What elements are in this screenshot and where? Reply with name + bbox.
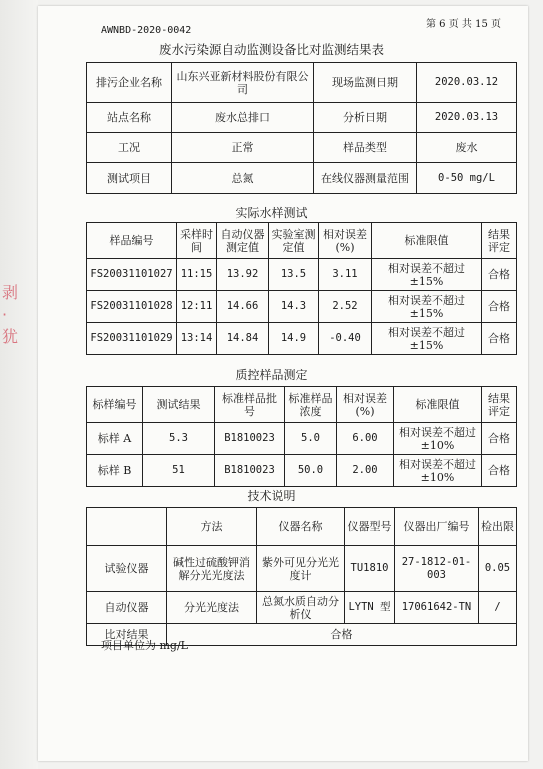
batch-number: B1810023 — [215, 455, 285, 487]
page-edge-shadow — [0, 0, 38, 769]
detection-limit: 0.05 — [479, 546, 517, 592]
lab-value: 13.5 — [269, 259, 319, 291]
lab-value: 14.9 — [269, 323, 319, 355]
col-header: 标准限值 — [394, 387, 482, 423]
section-title-tech: 技术说明 — [247, 489, 296, 503]
info-label: 现场监测日期 — [314, 63, 417, 103]
table-row — [87, 546, 517, 592]
relative-error: 2.52 — [319, 291, 372, 323]
section-title-qc: 质控样品测定 — [235, 368, 308, 382]
standard-limit: 相对误差不超过±15% — [372, 259, 482, 291]
col-header: 相对误差(%) — [337, 387, 394, 423]
info-table — [86, 62, 517, 194]
table-row — [87, 423, 517, 455]
info-value: 废水总排口 — [172, 103, 314, 133]
standard-id: 标样 A — [87, 423, 143, 455]
info-label: 排污企业名称 — [87, 63, 172, 103]
lab-value: 14.3 — [269, 291, 319, 323]
red-stamp-mark: 剥 · 犹 — [2, 283, 19, 346]
tech-table — [86, 507, 517, 646]
standard-concentration: 50.0 — [285, 455, 337, 487]
relative-error: -0.40 — [319, 323, 372, 355]
result: 合格 — [482, 259, 517, 291]
unit-footnote: 项目单位为 mg/L — [101, 639, 188, 652]
info-label: 样品类型 — [314, 133, 417, 163]
table-row — [87, 291, 517, 323]
info-value: 总氮 — [172, 163, 314, 194]
info-label: 在线仪器测量范围 — [314, 163, 417, 194]
sample-time: 11:15 — [177, 259, 217, 291]
standard-limit: 相对误差不超过±15% — [372, 291, 482, 323]
result: 合格 — [482, 323, 517, 355]
col-header: 采样时间 — [177, 223, 217, 259]
sample-time: 13:14 — [177, 323, 217, 355]
instrument-model: TU1810 — [345, 546, 395, 592]
relative-error: 2.00 — [337, 455, 394, 487]
table-row — [87, 592, 517, 624]
info-label: 测试项目 — [87, 163, 172, 194]
col-header: 结果评定 — [482, 223, 517, 259]
serial-number: 17061642-TN — [395, 592, 479, 624]
col-header: 相对误差(%) — [319, 223, 372, 259]
col-header: 检出限 — [479, 508, 517, 546]
method: 分光光度法 — [167, 592, 257, 624]
relative-error: 3.11 — [319, 259, 372, 291]
col-header: 标准样品浓度 — [285, 387, 337, 423]
info-value: 0-50 mg/L — [417, 163, 517, 194]
col-header: 实验室测定值 — [269, 223, 319, 259]
col-header: 结果评定 — [482, 387, 517, 423]
relative-error: 6.00 — [337, 423, 394, 455]
auto-value: 14.84 — [217, 323, 269, 355]
detection-limit: / — [479, 592, 517, 624]
result-label: 比对结果 — [87, 624, 167, 646]
col-header: 仪器型号 — [345, 508, 395, 546]
test-result: 5.3 — [143, 423, 215, 455]
test-result: 51 — [143, 455, 215, 487]
col-header: 标准限值 — [372, 223, 482, 259]
result: 合格 — [482, 291, 517, 323]
batch-number: B1810023 — [215, 423, 285, 455]
info-value: 正常 — [172, 133, 314, 163]
sample-id: FS20031101027 — [87, 259, 177, 291]
table-row — [87, 259, 517, 291]
info-value: 山东兴亚新材料股份有限公司 — [172, 63, 314, 103]
col-header: 仪器名称 — [257, 508, 345, 546]
col-header: 仪器出厂编号 — [395, 508, 479, 546]
col-header — [87, 508, 167, 546]
document-number: AWNBD-2020-0042 — [101, 25, 192, 36]
sample-id: FS20031101028 — [87, 291, 177, 323]
water-sample-table — [86, 222, 517, 355]
info-label: 分析日期 — [314, 103, 417, 133]
instrument-name: 紫外可见分光光度计 — [257, 546, 345, 592]
result-value: 合格 — [167, 624, 517, 646]
method: 碱性过硫酸钾消解分光光度法 — [167, 546, 257, 592]
info-value: 2020.03.12 — [417, 63, 517, 103]
report-title: 废水污染源自动监测设备比对监测结果表 — [158, 42, 384, 57]
serial-number: 27-1812-01-003 — [395, 546, 479, 592]
auto-value: 14.66 — [217, 291, 269, 323]
info-label: 工况 — [87, 133, 172, 163]
result: 合格 — [482, 423, 517, 455]
info-value: 废水 — [417, 133, 517, 163]
standard-id: 标样 B — [87, 455, 143, 487]
section-title-water: 实际水样测试 — [235, 206, 308, 220]
instrument-model: LYTN 型 — [345, 592, 395, 624]
info-label: 站点名称 — [87, 103, 172, 133]
auto-value: 13.92 — [217, 259, 269, 291]
standard-limit: 相对误差不超过±15% — [372, 323, 482, 355]
standard-limit: 相对误差不超过±10% — [394, 423, 482, 455]
sample-id: FS20031101029 — [87, 323, 177, 355]
instrument-type: 自动仪器 — [87, 592, 167, 624]
table-row — [87, 455, 517, 487]
col-header: 测试结果 — [143, 387, 215, 423]
standard-limit: 相对误差不超过±10% — [394, 455, 482, 487]
table-row — [87, 323, 517, 355]
info-value: 2020.03.13 — [417, 103, 517, 133]
instrument-name: 总氮水质自动分析仪 — [257, 592, 345, 624]
instrument-type: 试验仪器 — [87, 546, 167, 592]
col-header: 样品编号 — [87, 223, 177, 259]
col-header: 标准样品批号 — [215, 387, 285, 423]
qc-sample-table — [86, 386, 517, 487]
col-header: 自动仪器测定值 — [217, 223, 269, 259]
page-info: 第 6 页 共 15 页 — [426, 19, 501, 30]
col-header: 方法 — [167, 508, 257, 546]
sample-time: 12:11 — [177, 291, 217, 323]
col-header: 标样编号 — [87, 387, 143, 423]
standard-concentration: 5.0 — [285, 423, 337, 455]
result: 合格 — [482, 455, 517, 487]
